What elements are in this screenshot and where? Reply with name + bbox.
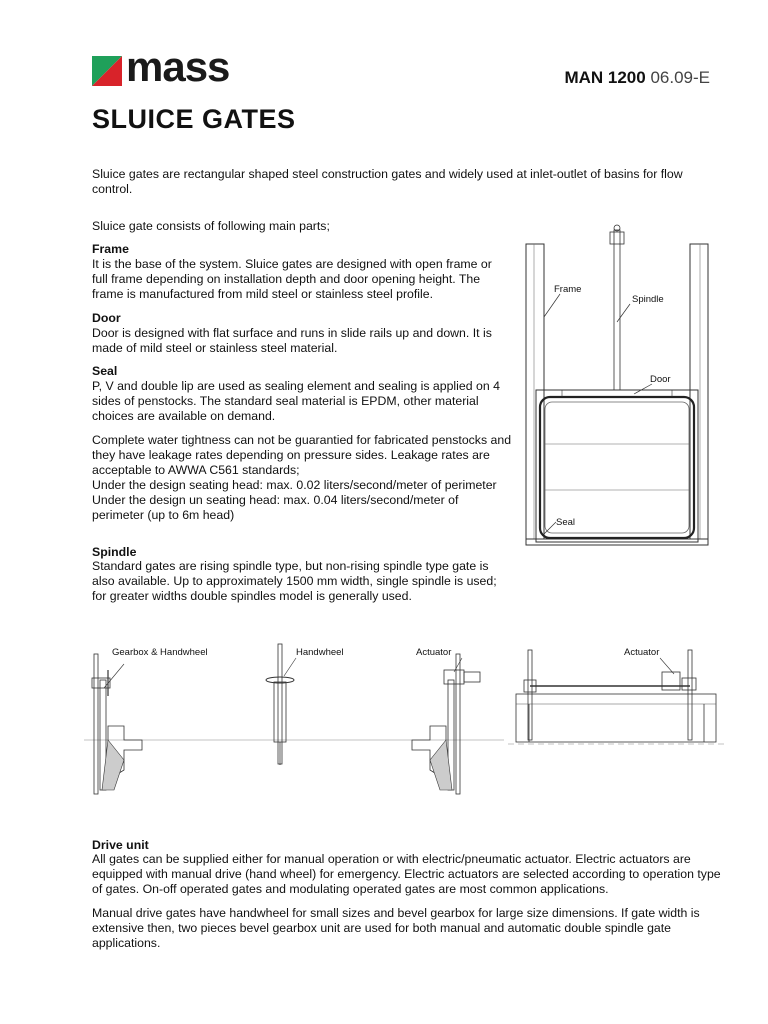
brand-logo [92, 43, 262, 90]
intro-paragraph: Sluice gates are rectangular shaped steel construction gates and widely used at inlet-outlet of basins for flow control. [92, 167, 683, 196]
door-label: Door [650, 374, 671, 385]
frame-body: It is the base of the system. Sluice gates are designed with open frame or full frame depending on installation depth and door opening height. The frame is manufactured from mild steel or stainless steel profile. [92, 257, 492, 301]
frame-right-column [690, 244, 708, 539]
drive-unit-paragraph-1: All gates can be supplied either for manual operation or with electric/pneumatic actuator. Electric actuators are equipped with manual drive (hand wheel) for emergency. Electric actuators are selected according to operation type of gates. On-off operated gates and modulating operated gates are most common applications. [92, 852, 721, 896]
intro-parts-line: Sluice gate consists of following main parts; [92, 219, 330, 233]
page-title: SLUICE GATES [92, 104, 296, 134]
drive-unit-heading: Drive unit [92, 838, 149, 852]
frame-label: Frame [554, 284, 582, 295]
brand-name: mass [126, 43, 230, 90]
spindle-rod [614, 230, 620, 390]
handwheel-drawing [266, 644, 296, 765]
actuator-label-1: Actuator [416, 647, 452, 658]
actuator-label-2: Actuator [624, 647, 660, 658]
seal-tightness: Complete water tightness can not be guarantied for fabricated penstocks and they have leakage rates depending on pressure sides. Leakage rates are acceptable to AWWA C561 standards; [92, 433, 512, 477]
seal-body: P, V and double lip are used as sealing element and sealing is applied on 4 sides of penstocks. The standard seal material is EPDM, other material choices are available on demand. [92, 379, 500, 423]
seal-label: Seal [556, 517, 576, 528]
handwheel-label: Handwheel [296, 647, 344, 658]
door-heading: Door [92, 311, 121, 325]
drive-unit-paragraph-2: Manual drive gates have handwheel for small sizes and bevel gearbox for large size dimensions. If gate width is extensive then, two pieces bevel gearbox unit are used for both manual and automatic double spindle gate applications. [92, 906, 700, 950]
frame-heading: Frame [92, 242, 129, 256]
document-code [564, 68, 710, 88]
gearbox-label: Gearbox & Handwheel [112, 647, 208, 658]
seal-seating-head: Under the design seating head: max. 0.02 liters/second/meter of perimeter [92, 478, 497, 492]
doc-code: MAN 1200 [564, 68, 646, 87]
logo-mark-icon [92, 56, 122, 86]
actuator-drawing-2 [508, 650, 724, 744]
gearbox-handwheel-drawing [92, 654, 142, 794]
sluice-gate-diagram [522, 222, 722, 552]
spindle-body: Standard gates are rising spindle type, but non-rising spindle type gate is also available. Up to approximately 1500 mm width, single spindle is used; for greater widths double spindles model is generally used. [92, 559, 497, 603]
spindle-label: Spindle [632, 294, 664, 305]
doc-revision: 06.09-E [650, 68, 710, 87]
frame-left-column [526, 244, 544, 539]
seal-heading: Seal [92, 364, 118, 378]
drive-variants-diagram [84, 640, 724, 820]
seal-unseating-head: Under the design un seating head: max. 0.04 liters/second/meter of perimeter (up to 6m head) [92, 493, 459, 522]
actuator-drawing-1 [412, 654, 480, 794]
door-body: Door is designed with flat surface and runs in slide rails up and down. It is made of mild steel or stainless steel material. [92, 326, 492, 355]
spindle-heading: Spindle [92, 545, 137, 559]
